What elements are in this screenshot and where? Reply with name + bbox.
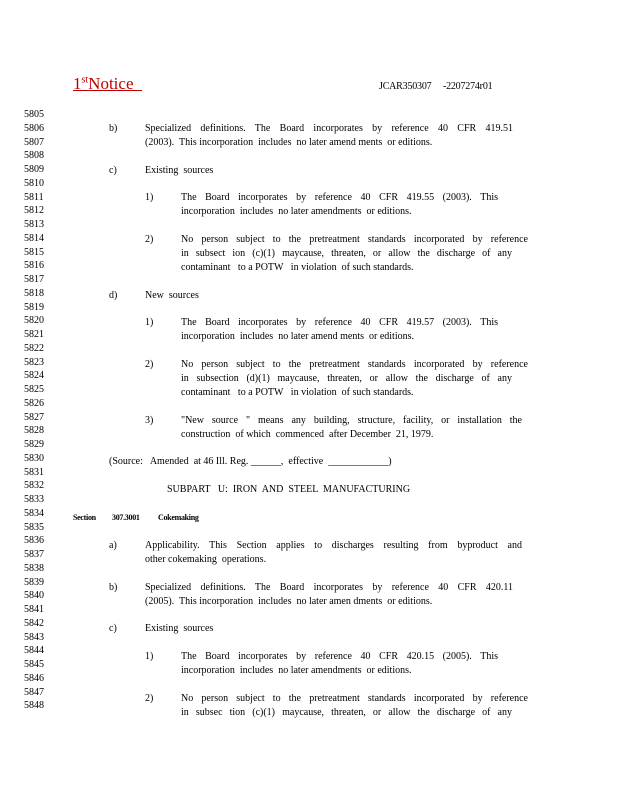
item-d2-label: 2) <box>145 359 154 370</box>
section-label: Section <box>73 513 96 522</box>
notice-number: 1 <box>73 74 82 93</box>
item-d2-line-1: No person subject to the pretreatment standards incorporated by reference <box>181 359 528 370</box>
line-number: 5839 <box>24 576 44 588</box>
item-d3-label: 3) <box>145 415 154 426</box>
item-c1-line-1: The Board incorporates by reference 40 CFR 419.55 (2003). This <box>181 192 498 203</box>
line-number: 5830 <box>24 452 44 464</box>
section-item-a-line-2: other cokemaking operations. <box>145 554 267 565</box>
line-number: 5843 <box>24 631 44 643</box>
line-number: 5806 <box>24 122 44 134</box>
line-number: 5805 <box>24 109 44 120</box>
section-item-c-title: Existing sources <box>145 623 214 634</box>
line-number: 5837 <box>24 549 44 560</box>
item-d3-line-1: "New source " means any building, structure, facility, or installation the <box>181 415 522 426</box>
line-number: 5841 <box>24 604 44 615</box>
line-number: 5813 <box>24 219 44 230</box>
item-c-label: c) <box>109 165 117 176</box>
item-c2-line-2: in subsect ion (c)(1) maycause, threaten, or allow the discharge of any <box>181 248 512 259</box>
item-c1-line-2: incorporation includes no later amendments or editions. <box>181 206 412 217</box>
line-number: 5819 <box>24 301 44 313</box>
line-number: 5824 <box>24 370 44 382</box>
section-number: 307.3001 <box>112 513 140 522</box>
item-b-label: b) <box>109 123 118 134</box>
section-item-a-label: a) <box>109 540 117 551</box>
section-item-c2-label: 2) <box>145 693 154 704</box>
item-d2-line-2: in subsection (d)(1) maycause, threaten, or allow the discharge of any <box>181 373 512 384</box>
item-d2-line-3: contaminant to a POTW in violation of such standards. <box>181 387 414 398</box>
line-number: 5809 <box>24 164 44 175</box>
notice-label: Notice <box>88 74 134 93</box>
line-number: 5825 <box>24 384 44 395</box>
line-number: 5829 <box>24 439 44 450</box>
notice-header <box>73 74 142 94</box>
subpart-heading: SUBPART U: IRON AND STEEL MANUFACTURING <box>167 484 411 495</box>
section-title: Cokemaking <box>158 513 199 522</box>
section-item-b-line-1: Specialized definitions. The Board incorporates by reference 40 CFR 420.11 <box>145 582 513 593</box>
line-number: 5818 <box>24 287 44 299</box>
line-number: 5820 <box>24 315 44 327</box>
line-number: 5810 <box>24 177 44 189</box>
line-number: 5845 <box>24 659 44 670</box>
line-number: 5834 <box>24 507 44 519</box>
item-d1-label: 1) <box>145 317 154 328</box>
line-number: 5815 <box>24 246 44 258</box>
line-number: 5823 <box>24 356 44 368</box>
item-c2-label: 2) <box>145 234 154 245</box>
item-b-line-2: (2003). This incorporation includes no later amend ments or editions. <box>145 137 433 148</box>
line-number: 5848 <box>24 700 44 712</box>
section-item-c1-line-1: The Board incorporates by reference 40 CFR 420.15 (2005). This <box>181 651 498 662</box>
section-item-c2-line-2: in subsec tion (c)(1) maycause, threaten, or allow the discharge of any <box>181 707 512 718</box>
item-d-title: New sources <box>145 290 199 301</box>
item-d1-line-1: The Board incorporates by reference 40 CFR 419.57 (2003). This <box>181 317 498 328</box>
line-number: 5816 <box>24 260 44 272</box>
line-number: 5835 <box>24 521 44 533</box>
section-item-b-label: b) <box>109 582 118 593</box>
line-number: 5812 <box>24 205 44 217</box>
line-number: 5838 <box>24 562 44 574</box>
line-number: 5817 <box>24 274 44 285</box>
section-item-c2-line-1: No person subject to the pretreatment standards incorporated by reference <box>181 693 528 704</box>
line-number: 5846 <box>24 672 44 684</box>
line-number: 5827 <box>24 411 44 423</box>
item-c2-line-1: No person subject to the pretreatment standards incorporated by reference <box>181 234 528 245</box>
line-number: 5836 <box>24 535 44 547</box>
line-number: 5847 <box>24 686 44 698</box>
line-number: 5826 <box>24 397 44 409</box>
line-number: 5807 <box>24 136 44 148</box>
item-c1-label: 1) <box>145 192 154 203</box>
section-item-c1-line-2: incorporation includes no later amendments or editions. <box>181 665 412 676</box>
line-number: 5821 <box>24 329 44 340</box>
item-c-title: Existing sources <box>145 165 214 176</box>
line-number: 5822 <box>24 342 44 354</box>
section-item-b-line-2: (2005). This incorporation includes no later amen dments or editions. <box>145 596 433 607</box>
line-number: 5814 <box>24 232 44 244</box>
item-c2-line-3: contaminant to a POTW in violation of such standards. <box>181 262 414 273</box>
source-note: (Source: Amended at 46 Ill. Reg. ______, effective ____________) <box>109 456 392 467</box>
item-d3-line-2: construction of which commenced after December 21, 1979. <box>181 429 434 440</box>
item-b-line-1: Specialized definitions. The Board incorporates by reference 40 CFR 419.51 <box>145 123 513 134</box>
line-number: 5808 <box>24 150 44 162</box>
line-number: 5831 <box>24 466 44 478</box>
section-item-a-line-1: Applicability. This Section applies to discharges resulting from byproduct and <box>145 540 522 551</box>
line-number: 5840 <box>24 590 44 602</box>
item-d1-line-2: incorporation includes no later amend ments or editions. <box>181 331 414 342</box>
section-item-c1-label: 1) <box>145 651 154 662</box>
notice-superscript: st <box>81 74 89 86</box>
line-number: 5842 <box>24 617 44 629</box>
item-d-label: d) <box>109 290 118 301</box>
section-item-c-label: c) <box>109 623 117 634</box>
line-number: 5844 <box>24 645 44 657</box>
line-number: 5832 <box>24 480 44 492</box>
line-number: 5811 <box>24 191 44 203</box>
line-number: 5828 <box>24 425 44 437</box>
document-code: JCAR350307 -2207274r01 <box>379 81 493 92</box>
line-number: 5833 <box>24 494 44 505</box>
